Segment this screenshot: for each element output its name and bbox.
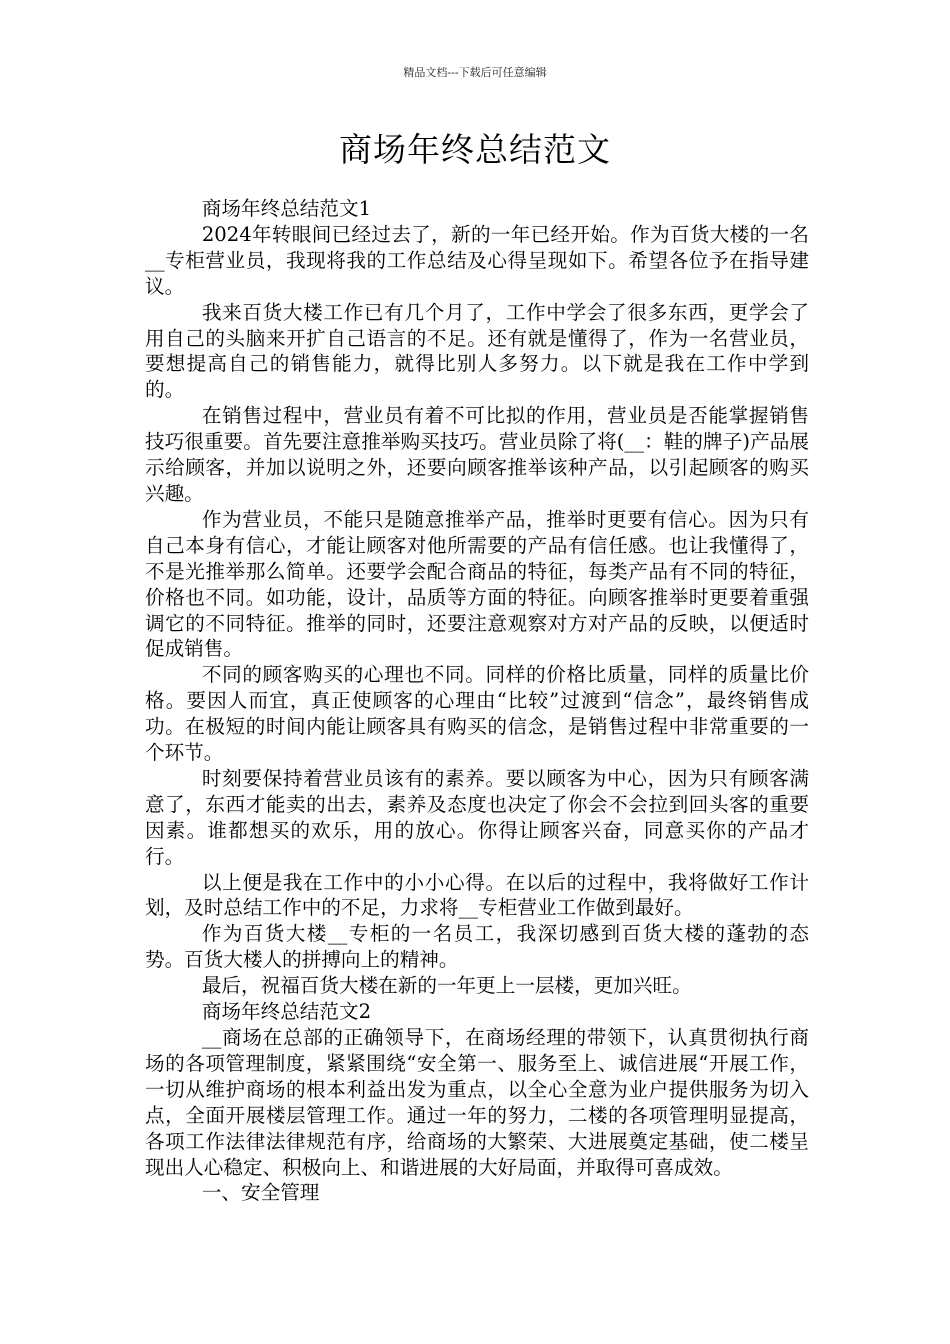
paragraph: __商场在总部的正确领导下，在商场经理的带领下，认真贯彻执行商场的各项管理制度，紧紧围绕“安全第一、服务至上、诚信进展“开展工作，一切从维护商场的根本利益出发为重点，以全心全意为业户提供服务为切入点，全面开展楼层管理工作。通过一年的努力，二楼的各项管理明显提高，各项工作法律法律规范有序，给商场的大繁荣、大进展奠定基础，使二楼呈现出人心稳定、积极向上、和谐进展的大好局面，并取得可喜成效。: [145, 1026, 809, 1179]
section-heading-2: 商场年终总结范文2: [201, 1000, 372, 1024]
paragraph: 在销售过程中，营业员有着不可比拟的作用，营业员是否能掌握销售技巧很重要。首先要注意推举购买技巧。营业员除了将(__：鞋的牌子)产品展示给顾客，并加以说明之外，还要向顾客推举该种产品，以引起顾客的购买兴趣。: [145, 404, 809, 505]
paragraph: 作为营业员，不能只是随意推举产品，推举时更要有信心。因为只有自己本身有信心，才能让顾客对他所需要的产品有信任感。也让我懂得了，不是光推举那么简单。还要学会配合商品的特征，每类产品有不同的特征，价格也不同。如功能，设计，品质等方面的特征。向顾客推举时更要着重强调它的不同特征。推举的同时，还要注意观察对方对产品的反映，以便适时促成销售。: [145, 507, 809, 661]
paragraph: 我来百货大楼工作已有几个月了，工作中学会了很多东西，更学会了用自己的头脑来开扩自己语言的不足。还有就是懂得了，作为一名营业员，要想提高自己的销售能力，就得比别人多努力。以下就是我在工作中学到的。: [145, 300, 809, 402]
section-heading-1: 商场年终总结范文1: [201, 197, 372, 220]
document-body: [145, 196, 809, 1206]
paragraph: 2024年转眼间已经过去了，新的一年已经开始。作为百货大楼的一名__专柜营业员，我现将我的工作总结及心得呈现如下。希望各位予在指导建议。: [145, 222, 809, 298]
header-note: 精品文档---下载后可任意编辑: [403, 66, 547, 79]
subsection-heading-safety: 一、安全管理: [201, 1181, 320, 1205]
paragraph: 不同的顾客购买的心理也不同。同样的价格比质量，同样的质量比价格。要因人而宜，真正使顾客的心理由“比较”过渡到“信念”，最终销售成功。在极短的时间内能让顾客具有购买的信念，是销售过程中非常重要的一个环节。: [145, 663, 809, 765]
paragraph: 以上便是我在工作中的小小心得。在以后的过程中，我将做好工作计划，及时总结工作中的不足，力求将__专柜营业工作做到最好。: [145, 870, 809, 920]
paragraph: 作为百货大楼__专柜的一名员工，我深切感到百货大楼的蓬勃的态势。百货大楼人的拼搏向上的精神。: [145, 922, 809, 972]
paragraph: 时刻要保持着营业员该有的素养。要以顾客为中心，因为只有顾客满意了，东西才能卖的出去，素养及态度也决定了你会不会拉到回头客的重要因素。谁都想买的欢乐，用的放心。你得让顾客兴奋，同意买你的产品才行。: [145, 766, 809, 868]
page-title: 商场年终总结范文: [339, 130, 611, 169]
paragraph: 最后，祝福百货大楼在新的一年更上一层楼，更加兴旺。: [201, 974, 692, 998]
